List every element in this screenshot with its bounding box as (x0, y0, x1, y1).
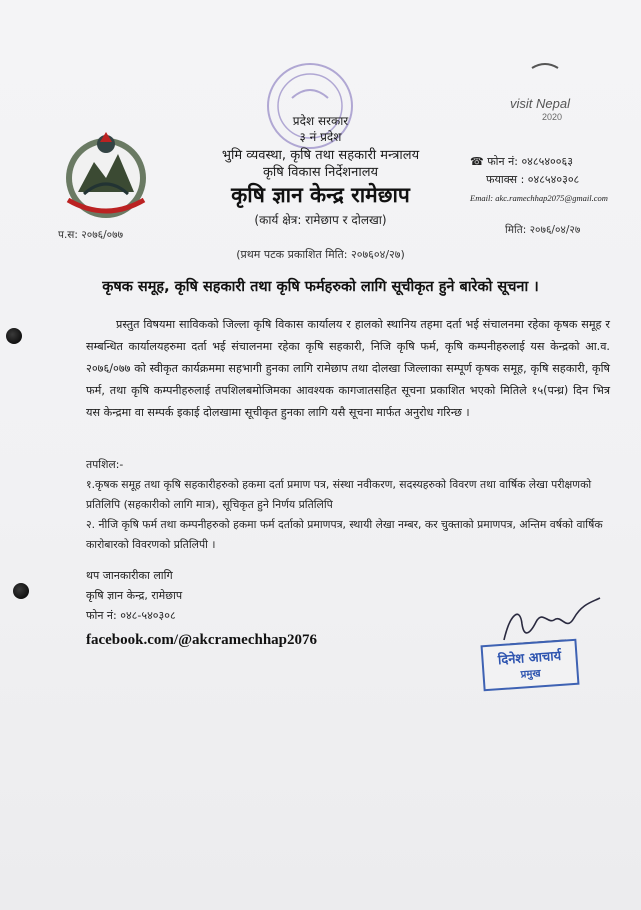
reference-number: प.स: २०७६/०७७ (58, 229, 124, 241)
phone-number: ☎ फोन नं: ०४८५४००६३ (470, 155, 573, 168)
footer-contact (86, 566, 317, 650)
notice-title: कृषक समूह, कृषि सहकारी तथा कृषि फर्महरुको लागि सूचीकृत हुने बारेको सूचना । (102, 279, 539, 295)
notice-body (86, 314, 610, 424)
document-date: मिति: २०७६/०४/२७ (505, 224, 581, 236)
footer-phone: फोन नं: ०४८-५४०३०८ (86, 609, 176, 622)
facebook-link[interactable]: facebook.com/@akcramechhap2076 (86, 632, 318, 648)
contact-info (470, 153, 608, 207)
stamp-line-1: प्रदेश सरकार (292, 114, 349, 128)
notice-body-text: प्रस्तुत विषयमा साविकको जिल्ला कृषि विकास कार्यालय र हालको स्थानिय तहमा दर्ता भई संचालनमा रहेका कृषक समूह र सम्बन्धित कार्यालयहरुमा दर्ता भई संचालनमा रहेका कृषि सहकारी, निजि कृषि फर्म, कृषि कम्पनीहरुलाई यस केन्द्रको आ.व. २०७६/०७७ को स्वीकृत कार्यक्रममा सहभागी हुनका लागि रामेछाप तथा दोलखा जिल्लाका सम्पूर्ण कृषक समूह, कृषि सहकारी, कृषि फर्म, तथा कृषि कम्पनीहरुलाई तपशिलबमोजिमका आवश्यक कागजातसहित सूचना प्रकाशित भएको मितिले १५(पन्ध्र) दिन भित्र यस केन्द्रमा वा सम्पर्क इकाई दोलखामा सूचीकृत हुनका लागि यसै सूचना मार्फत अनुरोध गरिन्छ । (86, 318, 610, 419)
punch-hole-bottom (13, 583, 29, 599)
email-address: Email: akc.ramechhap2075@gmail.com (470, 193, 608, 203)
signatory-role: प्रमुख (520, 668, 541, 681)
footer-office: कृषि ज्ञान केन्द्र, रामेछाप (86, 589, 183, 602)
details-label: तपशिल:- (86, 458, 124, 471)
visit-nepal-year: 2020 (542, 112, 563, 122)
punch-hole-top (6, 328, 22, 344)
signatory-stamp (481, 639, 580, 692)
first-published-date: (प्रथम पटक प्रकाशित मिति: २०७६०४/२७) (236, 248, 405, 261)
ministry-name: भुमि व्यवस्था, कृषि तथा सहकारी मन्त्रालय (221, 148, 420, 163)
fax-number: फयाक्स : ०४८५४०३०८ (486, 173, 580, 186)
more-info-label: थप जानकारीका लागि (86, 569, 173, 582)
detail-item-1: १.कृषक समूह तथा कृषि सहकारीहरुको हकमा दर्ता प्रमाण पत्र, संस्था नवीकरण, सदस्यहरुको विवरण तथा वार्षिक लेखा परीक्षणको प्रतिलिपि (सहकारीको लागि मात्र), सूचिकृत हुने निर्णय प्रतिलिपि (86, 478, 592, 511)
signatory-name: दिनेश आचार्य (497, 648, 562, 669)
details-section (86, 455, 616, 555)
office-area: (कार्य क्षेत्र: रामेछाप र दोलखा) (254, 213, 387, 227)
detail-item-2: २. नीजि कृषि फर्म तथा कम्पनीहरुको हकमा फर्म दर्ताको प्रमाणपत्र, स्थायी लेखा नम्बर, कर चुक्ताको प्रमाणपत्र, अन्तिम वर्षको वार्षिक कारोबारको विवरणको प्रतिलिपी । (86, 518, 603, 551)
office-title: कृषि ज्ञान केन्द्र रामेछाप (231, 182, 410, 207)
phone-icon: ☎ (470, 155, 488, 168)
directorate-name: कृषि विकास निर्देशनालय (262, 165, 379, 180)
stamp-line-2: ३ नं प्रदेश (299, 130, 342, 144)
visit-nepal-text: visit Nepal (510, 96, 570, 111)
